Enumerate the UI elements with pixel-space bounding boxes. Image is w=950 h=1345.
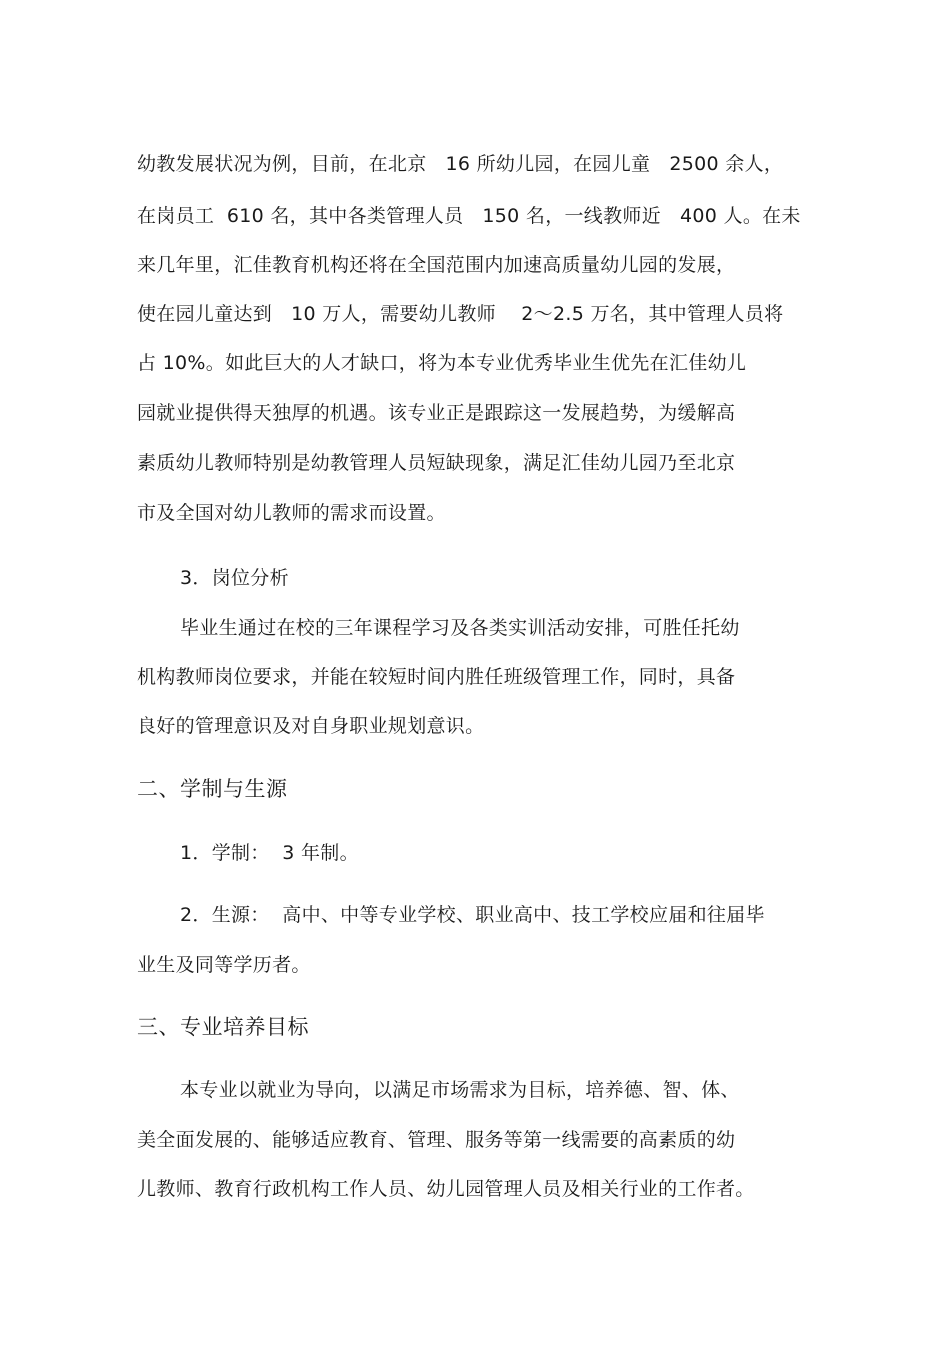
subsection-heading: 3．岗位分析	[180, 567, 289, 589]
body-text-line: 市及全国对幼儿教师的需求而设置。	[137, 502, 446, 524]
body-text-line: 儿教师、教育行政机构工作人员、幼儿园管理人员及相关行业的工作者。	[137, 1178, 755, 1200]
body-text-line: 使在园儿童达到 10 万人，需要幼儿教师 2～2.5 万名，其中管理人员将	[137, 303, 784, 325]
body-text-line: 在岗员工 610 名，其中各类管理人员 150 名，一线教师近 400 人。在未	[137, 205, 801, 227]
body-text-line: 幼教发展状况为例，目前，在北京 16 所幼儿园，在园儿童 2500 余人，	[137, 153, 784, 175]
body-text-line: 毕业生通过在校的三年课程学习及各类实训活动安排，可胜任托幼	[180, 617, 740, 639]
body-text-line: 2．生源： 高中、中等专业学校、职业高中、技工学校应届和往届毕	[180, 904, 765, 926]
body-text-line: 美全面发展的、能够适应教育、管理、服务等第一线需要的高素质的幼	[137, 1129, 736, 1151]
section-heading: 三、专业培养目标	[137, 1015, 309, 1039]
body-text-line: 本专业以就业为导向，以满足市场需求为目标，培养德、智、体、	[180, 1079, 740, 1101]
body-text-line: 良好的管理意识及对自身职业规划意识。	[137, 715, 485, 737]
body-text-line: 业生及同等学历者。	[137, 954, 311, 976]
section-heading: 二、学制与生源	[137, 777, 288, 801]
body-text-line: 来几年里，汇佳教育机构还将在全国范围内加速高质量幼儿园的发展，	[137, 254, 736, 276]
body-text-line: 素质幼儿教师特别是幼教管理人员短缺现象，满足汇佳幼儿园乃至北京	[137, 452, 736, 474]
body-text-line: 机构教师岗位要求，并能在较短时间内胜任班级管理工作，同时，具备	[137, 666, 736, 688]
body-text-line: 园就业提供得天独厚的机遇。该专业正是跟踪这一发展趋势，为缓解高	[137, 402, 736, 424]
body-text-line: 占 10%。如此巨大的人才缺口，将为本专业优秀毕业生优先在汇佳幼儿	[137, 352, 747, 374]
body-text-line: 1．学制： 3 年制。	[180, 842, 359, 864]
